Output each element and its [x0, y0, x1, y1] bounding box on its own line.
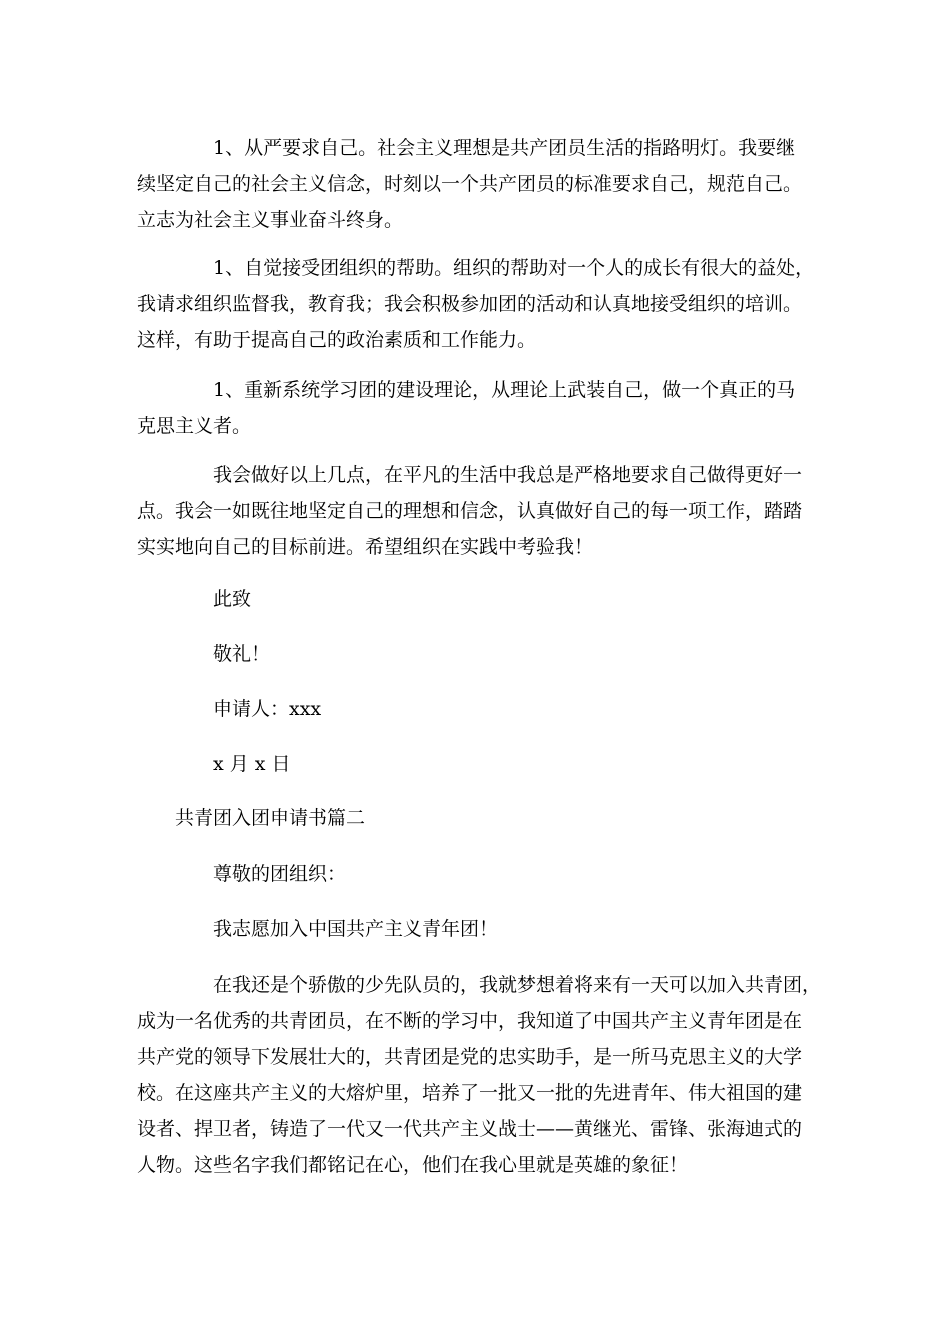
paragraph-aspiration [137, 967, 822, 1183]
text-line: 校。在这座共产主义的大熔炉里，培养了一批又一批的先进青年、伟大祖国的建 [137, 1082, 803, 1104]
text-line: 在我还是个骄傲的少先队员的，我就梦想着将来有一天可以加入共青团， [213, 974, 822, 996]
closing-salute: 敬礼！ [213, 643, 271, 665]
text-line: 1、从严要求自己。社会主义理想是共产团员生活的指路明灯。我要继 [213, 137, 796, 159]
text-line: 1、重新系统学习团的建设理论，从理论上武装自己，做一个真正的马 [213, 379, 796, 401]
paragraph-accept-help [137, 250, 817, 358]
text-line: 这样，有助于提高自己的政治素质和工作能力。 [137, 329, 537, 351]
closing-greeting: 此致 [213, 588, 252, 610]
text-line: 立志为社会主义事业奋斗终身。 [137, 209, 404, 231]
paragraph-conclusion [137, 457, 817, 565]
declaration: 我志愿加入中国共产主义青年团！ [213, 918, 499, 940]
application-date: x 月 x 日 [213, 753, 291, 775]
text-line: 1、自觉接受团组织的帮助。组织的帮助对一个人的成长有很大的益处， [213, 257, 815, 279]
text-line: 克思主义者。 [137, 415, 252, 437]
text-line: 我请求组织监督我，教育我；我会积极参加团的活动和认真地接受组织的培训。 [137, 293, 803, 315]
salutation: 尊敬的团组织： [213, 863, 347, 885]
text-line: 共产党的领导下发展壮大的，共青团是党的忠实助手，是一所马克思主义的大学 [137, 1046, 803, 1068]
text-line: 成为一名优秀的共青团员，在不断的学习中，我知道了中国共产主义青年团是在 [137, 1010, 803, 1032]
text-line: 设者、捍卫者，铸造了一代又一代共产主义战士——黄继光、雷锋、张海迪式的 [137, 1118, 803, 1140]
paragraph-study-theory [137, 372, 817, 444]
section-title: 共青团入团申请书篇二 [175, 807, 366, 829]
text-line: 点。我会一如既往地坚定自己的理想和信念，认真做好自己的每一项工作，踏踏 [137, 500, 803, 522]
text-line: 续坚定自己的社会主义信念，时刻以一个共产团员的标准要求自己，规范自己。 [137, 173, 803, 195]
paragraph-strict-requirements [137, 130, 817, 238]
text-line: 人物。这些名字我们都铭记在心，他们在我心里就是英雄的象征！ [137, 1154, 689, 1176]
applicant-signature: 申请人：xxx [213, 698, 322, 720]
text-line: 我会做好以上几点，在平凡的生活中我总是严格地要求自己做得更好一 [213, 464, 803, 486]
text-line: 实实地向自己的目标前进。希望组织在实践中考验我！ [137, 536, 594, 558]
